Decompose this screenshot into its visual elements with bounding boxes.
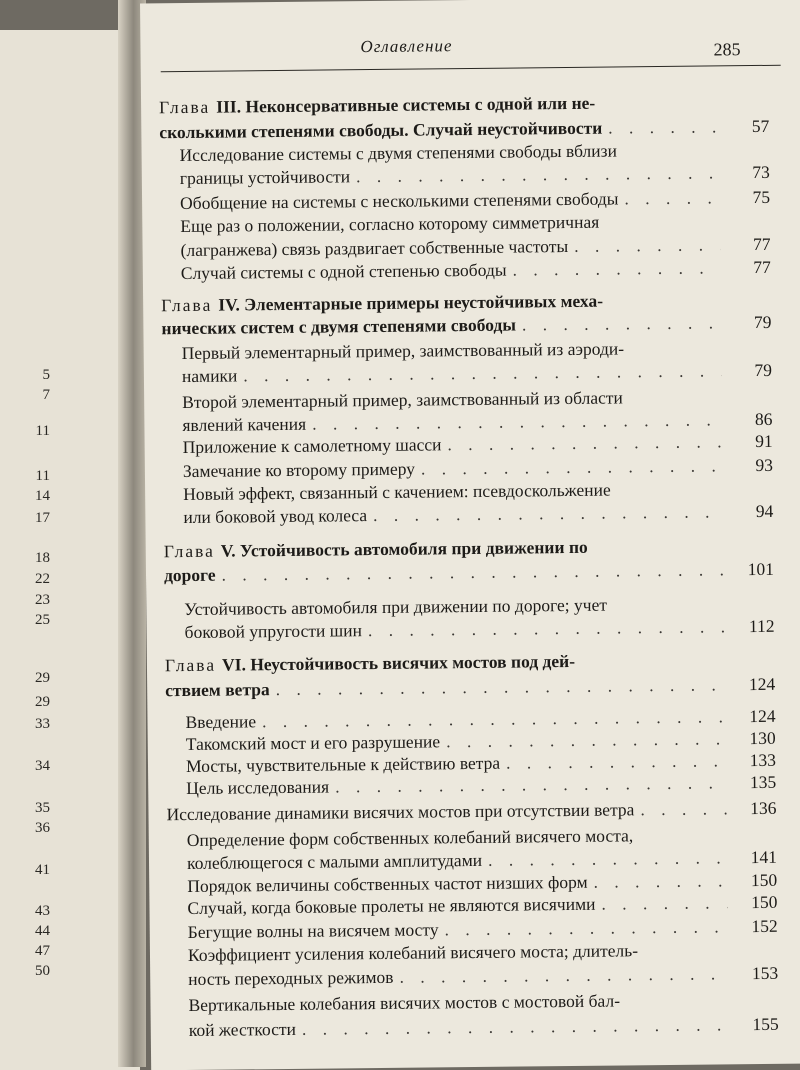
left-page-number: 44 [35, 923, 50, 939]
toc-chapter-line [165, 648, 775, 676]
left-page-number: 22 [35, 571, 50, 587]
right-page [140, 0, 800, 1070]
toc-entry-text: кой жесткости [188, 1018, 297, 1041]
toc-entry [188, 988, 778, 1016]
toc-entry-text: намики [181, 365, 238, 387]
left-page-number: 35 [35, 800, 50, 816]
toc-page-number: 79 [754, 359, 772, 381]
left-page-number: 11 [35, 423, 50, 439]
toc-entry-text: Еще раз о положении, согласно которому симметричная [180, 211, 600, 237]
page-number: 285 [713, 39, 741, 60]
dot-leader [522, 311, 722, 335]
dot-leader [356, 161, 720, 187]
toc-page-number: 135 [749, 771, 777, 793]
left-page-number: 17 [35, 510, 50, 526]
toc-entry-text: (лагранжева) связь раздвигает собственные частоты [180, 235, 569, 261]
toc-entry-text: Цель исследования [186, 776, 330, 799]
toc-entry-text: колеблющегося с малыми амплитудами [186, 849, 483, 874]
toc-entry-text: Устойчивость автомобиля при движении по дороге; учет [184, 594, 608, 620]
toc-entry-text: Исследование системы с двумя степенями свободы вблизи [179, 140, 617, 166]
toc-entry-text: IV. Элементарные примеры неустойчивых меха- [218, 290, 604, 315]
toc-entry-text: III. Неконсервативные системы с одной или не- [216, 92, 596, 117]
toc-page-number: 136 [750, 797, 777, 819]
toc-entry-text: Определение форм собственных колебаний висячего моста, [186, 825, 634, 851]
left-page-number: 33 [35, 716, 50, 732]
toc-entry-text: Новый эффект, связанный с качением: псевдоскольжение [183, 479, 611, 505]
toc-entry-text: дороге [163, 564, 216, 586]
dot-leader [506, 749, 726, 773]
dot-leader [608, 115, 719, 138]
dot-leader [640, 797, 726, 820]
toc-entry-text: Замечание ко второму примеру [182, 458, 416, 482]
toc-page-number: 150 [751, 891, 778, 913]
toc-entry-text: Вертикальные колебания висячих мостов с мостовой бал- [188, 990, 621, 1016]
chapter-prefix: Глава [159, 96, 211, 118]
toc-entry-text: VI. Неустойчивость висячих мостов под дей- [221, 650, 576, 675]
toc-entry-text: границы устойчивости [179, 166, 351, 189]
toc-page-number: 77 [752, 233, 771, 255]
toc-entry-text: или боковой увод колеса [183, 505, 368, 528]
toc-page-number: 124 [748, 673, 776, 695]
toc-page-number: 153 [751, 962, 779, 984]
page-header [160, 25, 780, 72]
dot-leader [243, 359, 722, 386]
toc-page-number: 75 [752, 186, 771, 208]
left-page-number: 14 [35, 488, 50, 504]
chapter-prefix: Глава [163, 540, 215, 562]
left-page-number: 34 [35, 758, 50, 774]
dot-leader [624, 186, 720, 209]
toc-page-number: 150 [750, 869, 778, 891]
toc-entry-text: ность переходных режимов [188, 966, 394, 990]
chapter-prefix: Глава [164, 654, 217, 676]
toc-entry-text: нических систем с двумя степенями свободы [161, 314, 517, 339]
toc-page-number: 91 [755, 430, 773, 452]
toc-page-number: 73 [752, 161, 770, 183]
toc-chapter-line [159, 90, 769, 118]
left-page-number: 23 [35, 592, 50, 608]
left-page-number: 29 [35, 670, 50, 686]
toc-entry-text: Второй элементарный пример, заимствованный из области [182, 387, 623, 413]
toc-page-number: 124 [749, 705, 776, 727]
left-page-number: 5 [42, 367, 50, 383]
toc-entry [188, 962, 778, 990]
left-page-number: 36 [35, 820, 50, 836]
dot-leader [421, 454, 723, 479]
left-page-number: 11 [35, 468, 50, 484]
left-page-number: 47 [35, 943, 50, 959]
chapter-prefix: Глава [161, 294, 213, 316]
dot-leader [446, 727, 726, 752]
left-page-number: 29 [35, 694, 50, 710]
toc-entry-text: Случай системы с одной степенью свободы [180, 259, 507, 284]
toc-page-number: 77 [753, 256, 771, 278]
toc-page-number: 101 [747, 558, 775, 580]
toc-entry [189, 1013, 779, 1041]
toc-entry-text: Случай, когда боковые пролеты не являются висячими [187, 893, 596, 919]
toc-page-number: 141 [750, 846, 778, 868]
dot-leader [512, 256, 721, 280]
dot-leader [335, 771, 726, 797]
left-page-number: 7 [42, 387, 50, 403]
toc-entry [166, 797, 776, 825]
dot-leader [444, 915, 727, 940]
dot-leader [302, 1013, 729, 1039]
dot-leader [368, 615, 725, 641]
toc-entry-text: боковой упругости шин [184, 620, 363, 643]
dot-leader [574, 233, 721, 257]
running-title: Оглавление [360, 36, 453, 57]
dot-leader [601, 891, 727, 914]
toc-chapter-line [165, 673, 775, 701]
left-page-number: 41 [35, 862, 50, 878]
toc-chapter-line [164, 558, 774, 586]
toc-entry-text: Коэффициент усиления колебаний висячего моста; длитель- [187, 940, 639, 966]
toc-entry-text: Исследование динамики висячих мостов при отсутствии ветра [166, 799, 635, 825]
toc-entry-text: Приложение к самолетному шасси [182, 434, 442, 458]
toc-page-number: 79 [753, 311, 772, 333]
toc-entry-text: явлений качения [182, 413, 307, 436]
toc-entry-text: V. Устойчивость автомобиля при движении по [220, 536, 588, 561]
left-page-number: 18 [35, 550, 50, 566]
toc-page-number: 112 [748, 615, 775, 637]
dot-leader [276, 673, 726, 700]
dot-leader [221, 558, 724, 585]
toc-page-number: 152 [751, 915, 778, 937]
toc-page-number: 86 [754, 408, 773, 430]
dot-leader [488, 846, 727, 871]
toc-entry-text: Мосты, чувствительные к действию ветра [185, 752, 501, 777]
dot-leader [447, 430, 722, 455]
dot-leader [373, 500, 723, 526]
dot-leader [593, 869, 727, 892]
left-page-number: 43 [35, 903, 50, 919]
toc-page-number: 93 [755, 454, 773, 476]
toc-page-number: 94 [755, 500, 774, 522]
toc-entry-text: Введение [185, 711, 257, 733]
toc-entry-text: Первый элементарный пример, заимствованный из аэроди- [181, 338, 625, 364]
toc-entry-text: Порядок величины собственных частот низших форм [187, 871, 588, 897]
toc-page-number: 57 [751, 115, 770, 137]
toc-page-number: 155 [752, 1013, 779, 1035]
dot-leader [399, 962, 728, 987]
toc-entry-text: ствием ветра [165, 679, 270, 701]
toc-entry-text: Такомский мост и его разрушение [185, 731, 441, 755]
toc-page-number: 130 [749, 727, 776, 749]
toc-entry-text: Обобщение на системы с несколькими степенями свободы [180, 188, 619, 214]
toc-entry-text: сколькими степенями свободы. Случай неустойчивости [159, 117, 603, 143]
left-page-number: 50 [35, 963, 50, 979]
toc-entry-text: Бегущие волны на висячем мосту [187, 919, 439, 943]
toc-page-number: 133 [749, 749, 777, 771]
left-page-number: 25 [35, 612, 50, 628]
